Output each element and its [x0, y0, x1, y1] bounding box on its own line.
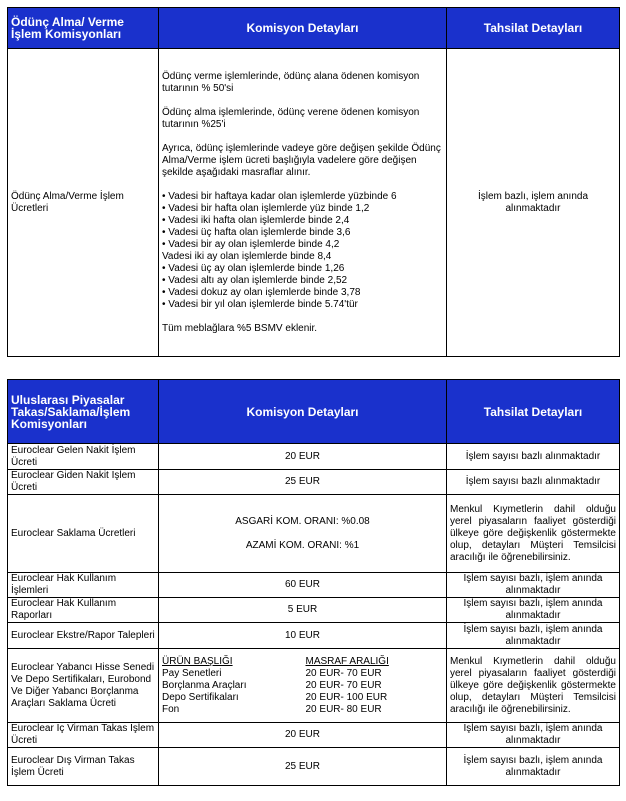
lending-header-title: Ödünç Alma/ Verme İşlem Komisyonları: [8, 8, 159, 49]
row-label: Euroclear Giden Nakit İşlem Ücreti: [8, 470, 159, 495]
lending-header-collection: Tahsilat Detayları: [447, 8, 620, 49]
row-collection: İşlem sayısı bazlı, işlem anında alınmaktadır: [447, 748, 620, 786]
row-label: Euroclear Hak Kullanım İşlemleri: [8, 573, 159, 598]
row-fee-grid: [159, 649, 447, 723]
lending-commission-details: [159, 49, 447, 357]
range-header: MASRAF ARALIĞI: [305, 655, 389, 667]
table-row: [8, 598, 620, 623]
product-range: 20 EUR- 70 EUR: [305, 667, 382, 679]
lending-term-list: [162, 191, 443, 311]
table-row: [8, 470, 620, 495]
row-collection: İşlem sayısı bazlı, işlem anında alınmaktadır: [447, 573, 620, 598]
lending-row-label: Ödünç Alma/Verme İşlem Ücretleri: [8, 49, 159, 357]
product-range: 20 EUR- 100 EUR: [305, 691, 388, 703]
row-label: Euroclear Dış Virman Takas İşlem Ücreti: [8, 748, 159, 786]
row-label: Euroclear Ekstre/Rapor Talepleri: [8, 623, 159, 649]
lending-fees-table: [7, 7, 620, 357]
row-fee: 20 EUR: [159, 444, 447, 470]
product-name: Depo Sertifikaları: [162, 691, 239, 703]
row-label: Euroclear Gelen Nakit İşlem Ücreti: [8, 444, 159, 470]
row-label: Euroclear Saklama Ücretleri: [8, 495, 159, 573]
product-range: 20 EUR- 80 EUR: [305, 703, 382, 715]
row-collection: Menkul Kıymetlerin dahil olduğu yerel piyasaların faaliyet gösterdiği ülkeye göre değişkenlik göstermekte olup, detayları Müşteri Temsilcisi aracılığı ile öğrenebilirsiniz.: [447, 649, 620, 723]
row-fee: 5 EUR: [159, 598, 447, 623]
fee-max-rate: AZAMİ KOM. ORANI: %1: [245, 539, 360, 551]
row-label: Euroclear Hak Kullanım Raporları: [8, 598, 159, 623]
product-name: Pay Senetleri: [162, 667, 222, 679]
lending-collection: İşlem bazlı, işlem anında alınmaktadır: [447, 49, 620, 357]
row-collection: İşlem sayısı bazlı, işlem anında alınmaktadır: [447, 723, 620, 748]
fee-min-rate: ASGARİ KOM. ORANI: %0.08: [235, 515, 370, 527]
product-name: Fon: [162, 703, 180, 715]
row-collection: İşlem sayısı bazlı alınmaktadır: [447, 470, 620, 495]
list-item: • Vadesi iki hafta olan işlemlerde binde 2,4: [162, 214, 350, 226]
list-item: • Vadesi bir yıl olan işlemlerde binde 5.74'tür: [162, 298, 358, 310]
product-name: Borçlanma Araçları: [162, 679, 247, 691]
row-label: Euroclear İç Virman Takas İşlem Ücreti: [8, 723, 159, 748]
row-fee: 20 EUR: [159, 723, 447, 748]
row-collection: İşlem sayısı bazlı, işlem anında alınmaktadır: [447, 623, 620, 649]
row-collection: İşlem sayısı bazlı, işlem anında alınmaktadır: [447, 598, 620, 623]
product-header: ÜRÜN BAŞLIĞI: [162, 655, 233, 667]
list-item: • Vadesi altı ay olan işlemlerde binde 2,52: [162, 274, 348, 286]
table-row: [8, 748, 620, 786]
table-row: [8, 723, 620, 748]
lending-para-2: Ödünç alma işlemlerinde, ödünç verene ödenen komisyon tutarının %25'i: [162, 106, 420, 130]
list-item: • Vadesi bir haftaya kadar olan işlemlerde yüzbinde 6: [162, 190, 397, 202]
list-item: Vadesi iki ay olan işlemlerde binde 8,4: [162, 250, 332, 262]
intl-header-collection: Tahsilat Detayları: [447, 380, 620, 444]
table-row: [8, 649, 620, 723]
table-row: [8, 444, 620, 470]
table-row: [8, 495, 620, 573]
row-collection: Menkul Kıymetlerin dahil olduğu yerel piyasaların faaliyet gösterdiği ülkeye göre değişkenlik göstermekte olup, detayları Müşteri Temsilcisi aracılığı ile öğrenebilirsiniz.: [447, 495, 620, 573]
product-range: 20 EUR- 70 EUR: [305, 679, 382, 691]
list-item: • Vadesi üç ay olan işlemlerde binde 1,26: [162, 262, 345, 274]
row-collection: İşlem sayısı bazlı alınmaktadır: [447, 444, 620, 470]
list-item: • Vadesi bir hafta olan işlemlerde yüz binde 1,2: [162, 202, 370, 214]
intl-header-title: Uluslarası Piyasalar Takas/Saklama/İşlem Komisyonları: [8, 380, 159, 444]
product-fee-grid: [162, 656, 443, 716]
list-item: • Vadesi üç hafta olan işlemlerde binde 3,6: [162, 226, 351, 238]
table-row: [8, 623, 620, 649]
table-row: [8, 573, 620, 598]
intl-header-commission: Komisyon Detayları: [159, 380, 447, 444]
intl-markets-fees-table: [7, 379, 620, 786]
lending-para-3: Ayrıca, ödünç işlemlerinde vadeye göre değişen şekilde Ödünç Alma/Verme işlem ücreti başlığıyla vadelere göre değişen şekilde aşağıdaki masraflar alınır.: [162, 142, 441, 178]
lending-header-commission: Komisyon Detayları: [159, 8, 447, 49]
list-item: • Vadesi bir ay olan işlemlerde binde 4,2: [162, 238, 340, 250]
lending-para-1: Ödünç verme işlemlerinde, ödünç alana ödenen komisyon tutarının % 50'si: [162, 70, 420, 94]
lending-para-4: Tüm meblağlara %5 BSMV eklenir.: [162, 322, 318, 334]
row-fee: 60 EUR: [159, 573, 447, 598]
row-fee: 25 EUR: [159, 748, 447, 786]
row-fee: 10 EUR: [159, 623, 447, 649]
row-fee: [159, 495, 447, 573]
list-item: • Vadesi dokuz ay olan işlemlerde binde 3,78: [162, 286, 361, 298]
row-label: Euroclear Yabancı Hisse Senedi Ve Depo Sertifikaları, Eurobond Ve Diğer Yabancı Borçlanma Araçları Saklama Ücreti: [8, 649, 159, 723]
row-fee: 25 EUR: [159, 470, 447, 495]
